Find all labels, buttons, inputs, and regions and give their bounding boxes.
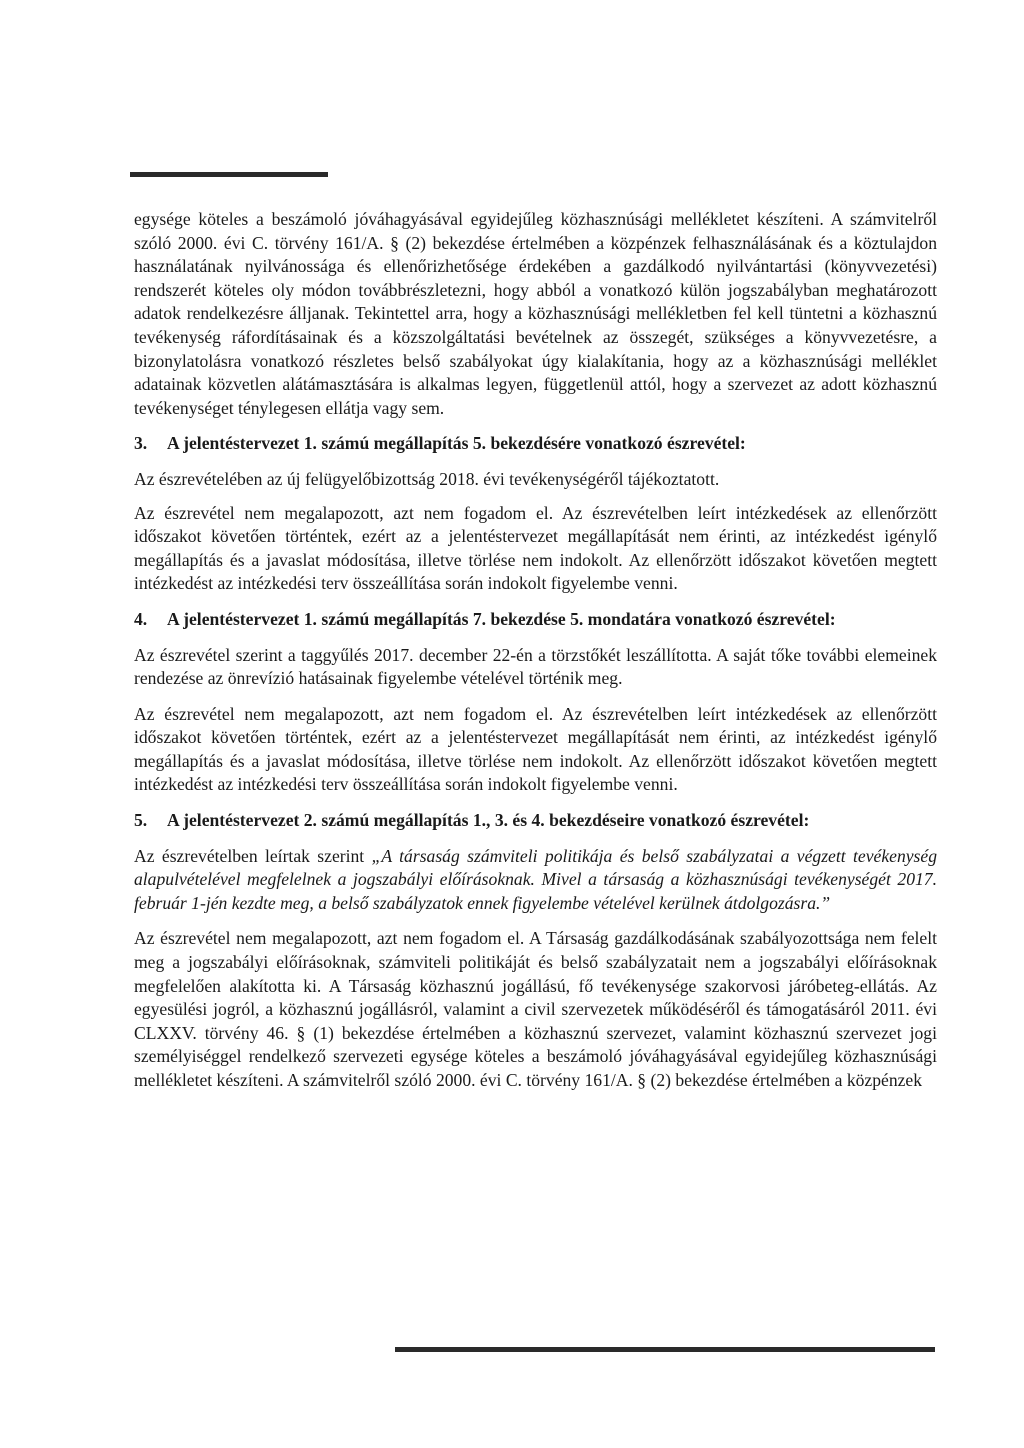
section-5-paragraph-1 (134, 845, 937, 916)
document-body (134, 208, 937, 1105)
section-5-heading (134, 809, 937, 833)
continued-paragraph: egysége köteles a beszámoló jóváhagyásával egyidejűleg közhasznúsági mellékletet készíteni. A számvitelről szóló 2000. évi C. törvény 161/A. § (2) bekezdése értelmében a közpénzek felhasználásának és a köztulajdon használatának nyilvánossága és ellenőrizhetősége érdekében a gazdálkodó nyilvántartási (könyvvezetési) rendszerét köteles oly módon továbbrészletezni, hogy abból a vonatkozó külön jogszabályban meghatározott adatok rendelkezésre álljanak. Tekintettel arra, hogy a közhasznúsági mellékletben fel kell tüntetni a közhasznú tevékenység ráfordításainak és a közszolgáltatási bevételnek az összegét, szükséges a könyvvezetésre, a bizonylatolásra vonatkozó részletes belső szabályokat úgy kialakítania, hogy az a közhasznúsági melléklet adatainak közvetlen alátámasztására is alkalmas legyen, függetlenül attól, hogy a szervezet az adott közhasznú tevékenységet ténylegesen ellátja vagy sem. (134, 209, 937, 418)
section-5-paragraph-2: Az észrevétel nem megalapozott, azt nem fogadom el. A Társaság gazdálkodásának szabályozottsága nem felelt meg a jogszabályi előírásoknak, számviteli politikáját és belső szabályzatait nem a jogszabályi előírásoknak megfelelően alakította ki. A Társaság közhasznú jogállású, fő tevékenysége szakorvosi járóbeteg-ellátás. Az egyesülési jogról, a közhasznú jogállásról, valamint a civil szervezetek működéséről és támogatásáról 2011. évi CLXXV. törvény 46. § (1) bekezdése értelmében a közhasznú szervezet, valamint közhasznú szervezet jogi személyiséggel rendelkező szervezeti egysége köteles a beszámoló jóváhagyásával egyidejűleg közhasznúsági mellékletet készíteni. A számvitelről szóló 2000. évi C. törvény 161/A. § (2) bekezdése értelmében a közpénzek (134, 928, 937, 1090)
section-3-paragraph-2: Az észrevétel nem megalapozott, azt nem fogadom el. Az észrevételben leírt intézkedések az ellenőrzött időszakot követően történtek, ezért az a jelentéstervezet megállapítását nem érinti, az intézkedést igénylő megállapítás és a javaslat módosítása, illetve törlése nem indokolt. Az ellenőrzött időszakot követően megtett intézkedést az intézkedési terv összeállítása során indokolt figyelembe venni. (134, 502, 937, 594)
bottom-rule (395, 1347, 935, 1352)
section-title: A jelentéstervezet 2. számú megállapítás 1., 3. és 4. bekezdéseire vonatkozó észrevétel: (167, 810, 810, 831)
section-3-heading (134, 432, 937, 456)
section-4-heading (134, 608, 937, 632)
section-3-paragraph-1: Az észrevételében az új felügyelőbizottság 2018. évi tevékenységéről tájékoztatott. (134, 468, 720, 489)
quote-lead: Az észrevételben leírtak szerint (134, 845, 372, 866)
top-rule (130, 172, 328, 177)
section-number: 5. (134, 810, 148, 831)
quoted-text: „A társaság számviteli politikája és belső szabályzatai a végzett tevékenység alapulvételével megfelelnek a jogszabályi előírásoknak. Mivel a társaság a közhasznúsági tevékenységét 2017. február 1-jén kezdte meg, a belső szabályzatok ennek figyelembe vételével kerülnek átdolgozásra.” (134, 845, 937, 913)
section-4-paragraph-2: Az észrevétel nem megalapozott, azt nem fogadom el. Az észrevételben leírt intézkedések az ellenőrzött időszakot követően történtek, ezért az a jelentéstervezet megállapítását nem érinti, az intézkedést igénylő megállapítás és a javaslat módosítása, illetve törlése nem indokolt. Az ellenőrzött időszakot követően megtett intézkedést az intézkedési terv összeállítása során indokolt figyelembe venni. (134, 703, 937, 795)
section-title: A jelentéstervezet 1. számú megállapítás 5. bekezdésére vonatkozó észrevétel: (167, 433, 746, 454)
section-number: 4. (134, 608, 148, 629)
section-title: A jelentéstervezet 1. számú megállapítás 7. bekezdése 5. mondatára vonatkozó észrevétel: (167, 608, 836, 629)
section-4-paragraph-1: Az észrevétel szerint a taggyűlés 2017. december 22-én a törzstőkét leszállította. A saját tőke további elemeinek rendezése az önrevízió hatásainak figyelembe vételével történik meg. (134, 644, 937, 689)
section-number: 3. (134, 433, 148, 454)
